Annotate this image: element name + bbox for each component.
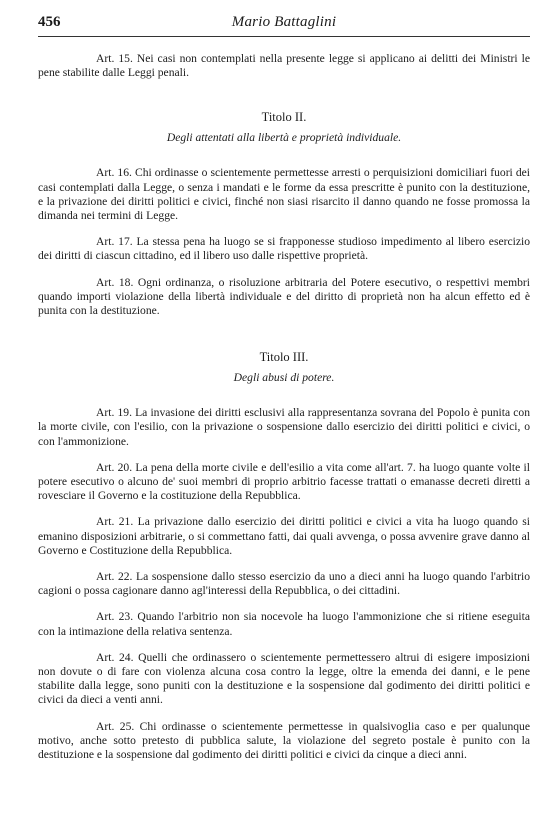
page-number: 456 bbox=[38, 14, 61, 30]
article-22: Art. 22. La sospensione dallo stesso esercizio da uno a dieci anni ha luogo quando l'arbitrio cagioni o possa cagionare danno agl'interessi della Repubblica, o dei cittadini. bbox=[38, 570, 530, 598]
article-23: Art. 23. Quando l'arbitrio non sia nocevole ha luogo l'ammonizione che si ritiene eseguita con la intimazione della relativa sentenza. bbox=[38, 610, 530, 638]
titolo-2-subtitle: Degli attentati alla libertà e proprietà individuale. bbox=[166, 131, 402, 145]
article-15: Art. 15. Nei casi non contemplati nella presente legge si applicano ai delitti dei Ministri le pene stabilite dalle Leggi penali. bbox=[38, 52, 530, 80]
titolo-3-subtitle: Degli abusi di potere. bbox=[233, 371, 335, 385]
article-21: Art. 21. La privazione dallo esercizio dei diritti politici e civici a vita ha luogo quando si emanino disposizioni arbitrarie, o si commettano fatti, dai quali avvenga, o possa avvenire grave danno al Governo e Costituzione della Repubblica. bbox=[38, 515, 530, 557]
article-25: Art. 25. Chi ordinasse o scientemente permettesse in qualsivoglia caso e per qualunque motivo, anche sotto pretesto di pubblica salute, la violazione del segreto postale è punito con la destituzione e la sospensione dal godimento dei diritti politici e civici da cinque a dieci anni. bbox=[38, 719, 530, 762]
running-head: Mario Battaglini bbox=[231, 14, 337, 30]
titolo-2-heading: Titolo II. bbox=[261, 110, 307, 125]
body-text bbox=[38, 52, 530, 774]
article-24: Art. 24. Quelli che ordinassero o scientemente permettessero altrui di esigere imposizioni non dovute o di fare con violenza alcuna cosa contro la legge, oltre la emenda dei danni, e le pene stabilite dalla legge, sono puniti con la destituzione e la sospensione dal godimento dei diritti politici e civici da dieci a venti anni. bbox=[38, 650, 530, 707]
page-header bbox=[38, 14, 530, 37]
article-20: Art. 20. La pena della morte civile e dell'esilio a vita come all'art. 7. ha luogo quante volte il potere esecutivo o alcuno de' suoi membri di proprio arbitrio facesse trattati o emanasse decreti diretti a rovesciare il Governo e la costituzione della Repubblica. bbox=[38, 460, 530, 503]
article-18: Art. 18. Ogni ordinanza, o risoluzione arbitraria del Potere esecutivo, o respettivi membri quando importi violazione della libertà individuale e del diritto di proprietà non ha alcun effetto ed è punita con la destituzione. bbox=[38, 275, 530, 318]
article-16: Art. 16. Chi ordinasse o scientemente permettesse arresti o perquisizioni domiciliari fuori dei casi contemplati dalla Legge, o senza i mandati e le forme da essa prescritte è punito con la destituzione, e la privazione dei diritti politici e civici, finché non siasi risarcito il danno quando ne fosse promossa la dimanda nei termini di Legge. bbox=[38, 166, 530, 223]
article-19: Art. 19. La invasione dei diritti esclusivi alla rappresentanza sovrana del Popolo è punita con la morte civile, con l'esilio, con la privazione o sospensione dallo esercizio dei diritti politici e civici, o con l'ammonizione. bbox=[38, 406, 530, 448]
article-17: Art. 17. La stessa pena ha luogo se si frapponesse studioso impedimento al libero esercizio dei diritti di ciascun cittadino, ed il libero uso dalle rispettive proprietà. bbox=[38, 235, 530, 263]
titolo-3-heading: Titolo III. bbox=[259, 350, 309, 365]
